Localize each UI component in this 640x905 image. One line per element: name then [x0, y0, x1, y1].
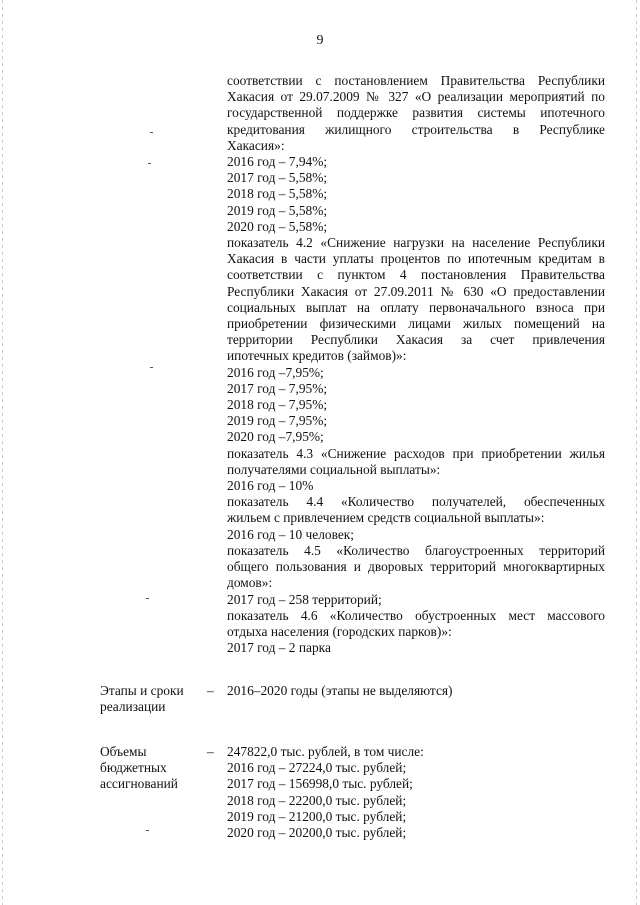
text-line: Хакасия»:: [227, 137, 285, 153]
budget-values: [227, 744, 605, 841]
text-line: 2017 год – 258 территорий;: [227, 591, 382, 607]
text-line: государственной поддержке развития системы ипотечного: [227, 105, 605, 121]
scan-edge-left: [2, 0, 3, 905]
text-line: 2020 год – 5,58%;: [227, 218, 328, 234]
text-line: 2017 год – 2 парка: [227, 640, 331, 656]
budget-dash: –: [207, 744, 214, 759]
text-line: жильем с привлечением средств социальной выплаты»:: [227, 510, 545, 526]
text-line: соответствии с пунктом 4 постановления Правительства: [227, 267, 605, 283]
text-line: общего пользования и дворовых территорий многоквартирных: [227, 559, 605, 575]
text-line: территории Республики Хакасия за счет привлечения: [227, 332, 605, 348]
text-line: приобретении физическими лицами жилых помещений на: [227, 316, 605, 332]
text-line: соответствии с постановлением Правительства Республики: [227, 73, 605, 88]
scan-edge-right: [636, 0, 637, 905]
text-line: отдыха населения (городских парков)»:: [227, 623, 452, 639]
text-line: 2020 год –7,95%;: [227, 429, 324, 445]
stages-value-line: 2016–2020 годы (этапы не выделяются): [227, 683, 453, 698]
text-line: показатель 4.4 «Количество получателей, обеспеченных: [227, 494, 605, 510]
budget-line: 247822,0 тыс. рублей, в том числе:: [227, 744, 424, 759]
text-line: 2016 год –7,95%;: [227, 364, 324, 380]
scan-speck: [146, 598, 149, 599]
stages-dash: –: [207, 683, 214, 698]
text-line: 2019 год – 7,95%;: [227, 413, 328, 429]
stages-label-line: Этапы и сроки: [100, 683, 184, 698]
budget-line: 2016 год – 27224,0 тыс. рублей;: [227, 760, 407, 776]
scan-speck: [146, 830, 149, 831]
budget-label-line: Объемы: [100, 744, 147, 759]
budget-label-line: бюджетных: [100, 760, 167, 776]
text-line: Республики Хакасия от 27.09.2011 № 630 «О предоставлении: [227, 283, 605, 299]
text-line: получателями социальной выплаты»:: [227, 461, 441, 477]
text-line: 2016 год – 10%: [227, 478, 314, 494]
scan-speck: [150, 132, 153, 133]
stages-value: [227, 683, 605, 699]
text-line: показатель 4.6 «Количество обустроенных мест массового: [227, 607, 605, 623]
text-line: ипотечных кредитов (займов)»:: [227, 348, 407, 364]
text-line: 2017 год – 7,95%;: [227, 380, 328, 396]
indicators-text: [227, 73, 605, 656]
scan-speck: [150, 367, 153, 368]
text-line: Хакасия от 29.07.2009 № 327 «О реализации мероприятий по: [227, 89, 605, 105]
budget-line: 2020 год – 20200,0 тыс. рублей;: [227, 825, 407, 841]
text-line: 2018 год – 7,95%;: [227, 397, 328, 413]
text-line: социальных выплат на оплату первоначального взноса при: [227, 299, 605, 315]
text-line: Хакасия в части уплаты процентов по ипотечным кредитам в: [227, 251, 605, 267]
budget-line: 2018 год – 22200,0 тыс. рублей;: [227, 792, 407, 808]
stages-label: [100, 683, 210, 715]
stages-label-line: реализации: [100, 699, 166, 715]
text-line: показатель 4.5 «Количество благоустроенных территорий: [227, 542, 605, 558]
budget-label: [100, 744, 210, 793]
budget-line: 2019 год – 21200,0 тыс. рублей;: [227, 808, 407, 824]
text-line: 2016 год – 10 человек;: [227, 526, 355, 542]
text-line: показатель 4.3 «Снижение расходов при приобретении жилья: [227, 445, 605, 461]
text-line: 2019 год – 5,58%;: [227, 202, 328, 218]
text-line: домов»:: [227, 575, 273, 591]
text-line: кредитования жилищного строительства в Республике: [227, 121, 605, 137]
budget-label-line: ассигнований: [100, 776, 178, 792]
text-line: 2016 год – 7,94%;: [227, 154, 328, 170]
page-number: 9: [316, 33, 324, 48]
text-line: 2018 год – 5,58%;: [227, 186, 328, 202]
budget-line: 2017 год – 156998,0 тыс. рублей;: [227, 776, 413, 792]
scan-speck: [148, 163, 151, 164]
text-line: показатель 4.2 «Снижение нагрузки на население Республики: [227, 235, 605, 251]
text-line: 2017 год – 5,58%;: [227, 170, 328, 186]
